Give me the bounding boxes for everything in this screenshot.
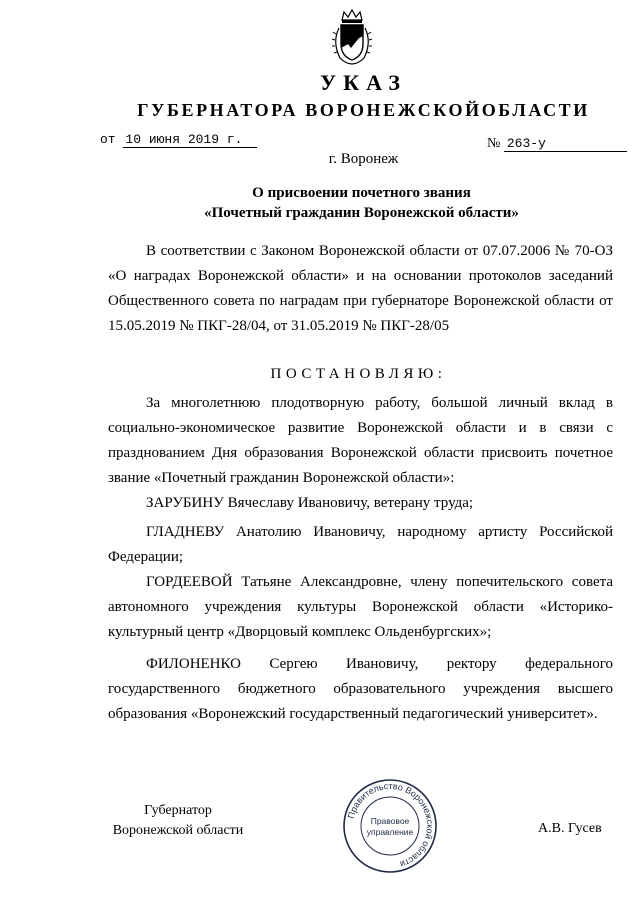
- awardee-item: [108, 520, 613, 570]
- stamp-ring-text: Правительство Воронежской области: [345, 780, 436, 870]
- position-line-2: Воронежской области: [112, 823, 244, 838]
- awardee-item: [108, 570, 613, 645]
- city: г. Воронеж: [328, 151, 399, 167]
- date-prefix: от: [100, 132, 116, 147]
- signatory-name: А.В. Гусев: [538, 821, 602, 836]
- number-value: 263-у: [504, 136, 627, 152]
- awardee-surname: ГЛАДНЕВУ: [146, 524, 225, 540]
- awardee-surname: ФИЛОНЕНКО: [146, 656, 241, 672]
- awardee-surname: ЗАРУБИНУ: [146, 495, 224, 511]
- body-intro-paragraph: За многолетнюю плодотворную работу, большой личный вклад в социально-экономическое развитие Воронежской области и в связи с празднованием Дня образования Воронежской области присвоить почетное звание «Почетный гражданин Воронежской области»:: [108, 395, 613, 486]
- document-title: УКАЗ: [319, 70, 408, 95]
- awardee-surname: ГОРДЕЕВОЙ: [146, 574, 233, 590]
- subject-line-1: О присвоении почетного звания: [252, 185, 471, 201]
- preamble-paragraph: В соответствии с Законом Воронежской области от 07.07.2006 № 70-ОЗ «О наградах Воронежской области» и на основании протоколов заседаний Общественного совета по наградам при губернаторе Воронежской области от 15.05.2019 № ПКГ-28/04, от 31.05.2019 № ПКГ-28/05: [108, 243, 613, 334]
- awardee-details: Сергею Ивановичу, ректору федерального государственного бюджетного образовательного учреждения высшего образования «Воронежский государственный педагогический университет».: [108, 656, 613, 722]
- number-line: [487, 136, 627, 152]
- signatory-position: [108, 801, 248, 841]
- position-line-1: Губернатор: [144, 803, 212, 818]
- decree-word: ПОСТАНОВЛЯЮ:: [270, 366, 447, 382]
- coat-of-arms-icon: [330, 8, 374, 66]
- official-stamp: [340, 776, 440, 876]
- decree-subject: [0, 183, 640, 223]
- awardee-details: Анатолию Ивановичу, народному артисту Российской Федерации;: [108, 524, 613, 565]
- stamp-center-line-1: Правовое: [370, 816, 410, 826]
- awardee-details: Татьяне Александровне, члену попечительского совета автономного учреждения культуры Воронежской области «Историко-культурный центр «Дворцовый комплекс Ольденбургских»;: [108, 574, 614, 640]
- awardee-item: [108, 652, 613, 727]
- stamp-center-line-2: управление: [366, 827, 414, 837]
- awardee-item: [108, 491, 613, 516]
- document-subtitle: ГУБЕРНАТОРА ВОРОНЕЖСКОЙОБЛАСТИ: [137, 100, 590, 120]
- number-label: №: [487, 136, 501, 151]
- date-line: [100, 132, 257, 148]
- subject-line-2: «Почетный гражданин Воронежской области»: [204, 205, 519, 221]
- awardee-details: Вячеславу Ивановичу, ветерану труда;: [227, 495, 474, 511]
- date-value: 10 июня 2019 г.: [123, 132, 257, 148]
